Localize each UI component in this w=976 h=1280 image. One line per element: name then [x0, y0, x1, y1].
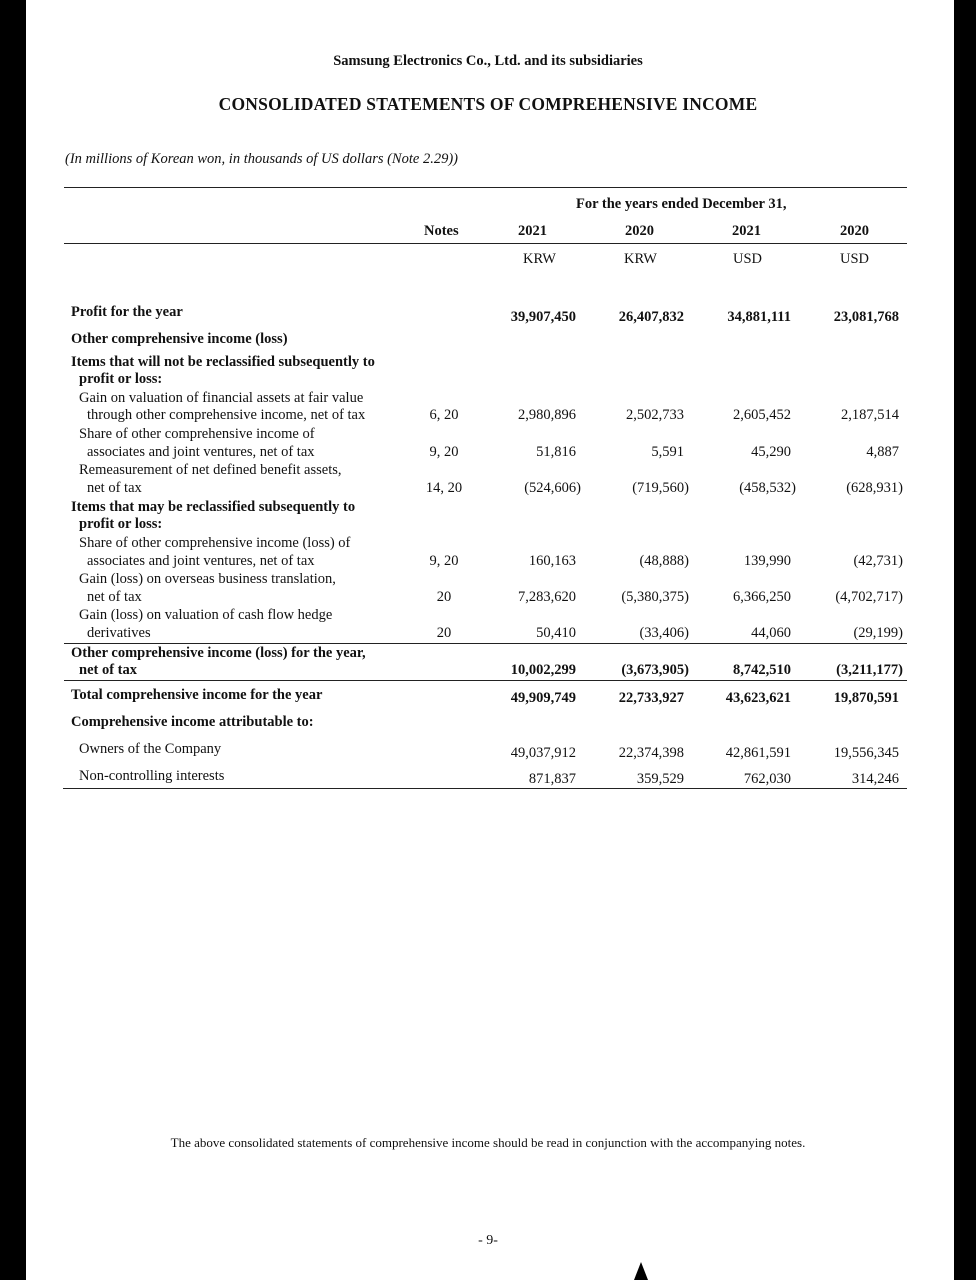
currency-header-3: USD [732, 251, 762, 267]
total-ci-label: Total comprehensive income for the year [71, 687, 323, 703]
units-note: (In millions of Korean won, in thousands of US dollars (Note 2.29)) [65, 151, 458, 167]
gain-fvoci-label-1: Gain on valuation of financial assets at fair value [79, 390, 364, 406]
notes-header: Notes [424, 223, 459, 239]
gain-fvoci-2021-krw: 2,980,896 [518, 407, 576, 423]
not-reclass-header-1: Items that will not be reclassified subsequently to [71, 354, 375, 370]
remeasurement-2020-krw: (719,560) [632, 480, 689, 496]
period-header: For the years ended December 31, [576, 196, 787, 212]
share-oci-notes: 9, 20 [429, 444, 459, 460]
gain-fvoci-2020-usd: 2,187,514 [841, 407, 899, 423]
share-oci-loss-2021-usd: 139,990 [743, 553, 791, 569]
share-oci-loss-label-1: Share of other comprehensive income (loss) of [79, 535, 351, 551]
attrib-header: Comprehensive income attributable to: [71, 714, 314, 730]
currency-header-2: KRW [623, 251, 657, 267]
overseas-label-2: net of tax [87, 589, 142, 605]
cfh-2021-usd: 44,060 [751, 625, 791, 641]
share-oci-2020-krw: 5,591 [651, 444, 684, 460]
total-ci-2020-krw: 22,733,927 [618, 690, 684, 706]
oci-total-2021-krw: 10,002,299 [510, 662, 576, 678]
cfh-notes: 20 [436, 625, 452, 641]
nci-2020-krw: 359,529 [636, 771, 684, 787]
header-bottom-rule [64, 243, 907, 244]
remeasurement-2020-usd: (628,931) [846, 480, 903, 496]
page-number: - 9- [478, 1233, 498, 1248]
overseas-2021-krw: 7,283,620 [518, 589, 576, 605]
profit-label: Profit for the year [71, 304, 183, 320]
owners-label: Owners of the Company [79, 741, 222, 757]
oci-total-2020-krw: (3,673,905) [621, 662, 689, 678]
profit-2020-usd: 23,081,768 [833, 309, 899, 325]
document-page [26, 0, 954, 1280]
share-oci-loss-notes: 9, 20 [429, 553, 459, 569]
year-header-1: 2021 [518, 223, 547, 239]
total-ci-2020-usd: 19,870,591 [833, 690, 899, 706]
gain-fvoci-notes: 6, 20 [429, 407, 459, 423]
share-oci-loss-2021-krw: 160,163 [528, 553, 576, 569]
reclass-header-1: Items that may be reclassified subsequently to [71, 499, 356, 515]
owners-2021-usd: 42,861,591 [725, 745, 791, 761]
remeasurement-label-2: net of tax [87, 480, 142, 496]
profit-2021-usd: 34,881,111 [727, 309, 791, 325]
overseas-2021-usd: 6,366,250 [733, 589, 791, 605]
total-ci-2021-usd: 43,623,621 [725, 690, 791, 706]
currency-header-4: USD [839, 251, 869, 267]
overseas-notes: 20 [436, 589, 452, 605]
nci-label: Non-controlling interests [79, 768, 225, 784]
share-oci-label-2: associates and joint ventures, net of tax [87, 444, 315, 460]
subtotal-rule [64, 643, 907, 644]
remeasurement-2021-usd: (458,532) [739, 480, 796, 496]
remeasurement-label-1: Remeasurement of net defined benefit assets, [79, 462, 342, 478]
table-top-rule [64, 187, 907, 188]
cfh-2020-krw: (33,406) [639, 625, 689, 641]
share-oci-label-1: Share of other comprehensive income of [79, 426, 315, 442]
profit-2020-krw: 26,407,832 [618, 309, 684, 325]
footer-note: The above consolidated statements of comprehensive income should be read in conjunction with the accompanying notes. [170, 1135, 806, 1150]
owners-2020-usd: 19,556,345 [833, 745, 899, 761]
currency-header-1: KRW [522, 251, 556, 267]
left-border [0, 0, 26, 1280]
cfh-label-2: derivatives [87, 625, 151, 641]
share-oci-2020-usd: 4,887 [866, 444, 899, 460]
statement-title: CONSOLIDATED STATEMENTS OF COMPREHENSIVE INCOME [218, 94, 758, 114]
cursor-mark-icon [634, 1262, 648, 1280]
cfh-2021-krw: 50,410 [536, 625, 576, 641]
share-oci-2021-krw: 51,816 [536, 444, 576, 460]
gain-fvoci-label-2: through other comprehensive income, net of tax [87, 407, 366, 423]
nci-2021-usd: 762,030 [743, 771, 791, 787]
year-header-4: 2020 [840, 223, 869, 239]
table-bottom-rule [63, 788, 907, 789]
cfh-2020-usd: (29,199) [853, 625, 903, 641]
reclass-header-2: profit or loss: [79, 516, 163, 532]
total-rule [64, 680, 907, 681]
oci-header: Other comprehensive income (loss) [71, 331, 288, 347]
oci-total-label-1: Other comprehensive income (loss) for the year, [71, 645, 366, 661]
remeasurement-2021-krw: (524,606) [524, 480, 581, 496]
year-header-3: 2021 [732, 223, 761, 239]
gain-fvoci-2020-krw: 2,502,733 [626, 407, 684, 423]
oci-total-label-2: net of tax [79, 662, 137, 678]
overseas-2020-usd: (4,702,717) [835, 589, 903, 605]
oci-total-2020-usd: (3,211,177) [836, 662, 903, 678]
share-oci-loss-2020-usd: (42,731) [853, 553, 903, 569]
total-ci-2021-krw: 49,909,749 [510, 690, 576, 706]
overseas-label-1: Gain (loss) on overseas business translation, [79, 571, 336, 587]
share-oci-loss-label-2: associates and joint ventures, net of tax [87, 553, 315, 569]
profit-2021-krw: 39,907,450 [510, 309, 576, 325]
nci-2020-usd: 314,246 [851, 771, 899, 787]
owners-2020-krw: 22,374,398 [618, 745, 684, 761]
share-oci-loss-2020-krw: (48,888) [639, 553, 689, 569]
overseas-2020-krw: (5,380,375) [621, 589, 689, 605]
oci-total-2021-usd: 8,742,510 [733, 662, 791, 678]
gain-fvoci-2021-usd: 2,605,452 [733, 407, 791, 423]
right-border [954, 0, 976, 1280]
cfh-label-1: Gain (loss) on valuation of cash flow hedge [79, 607, 333, 623]
remeasurement-notes: 14, 20 [425, 480, 463, 496]
nci-2021-krw: 871,837 [528, 771, 576, 787]
share-oci-2021-usd: 45,290 [751, 444, 791, 460]
owners-2021-krw: 49,037,912 [510, 745, 576, 761]
not-reclass-header-2: profit or loss: [79, 371, 163, 387]
year-header-2: 2020 [625, 223, 654, 239]
company-name: Samsung Electronics Co., Ltd. and its subsidiaries [333, 53, 643, 69]
